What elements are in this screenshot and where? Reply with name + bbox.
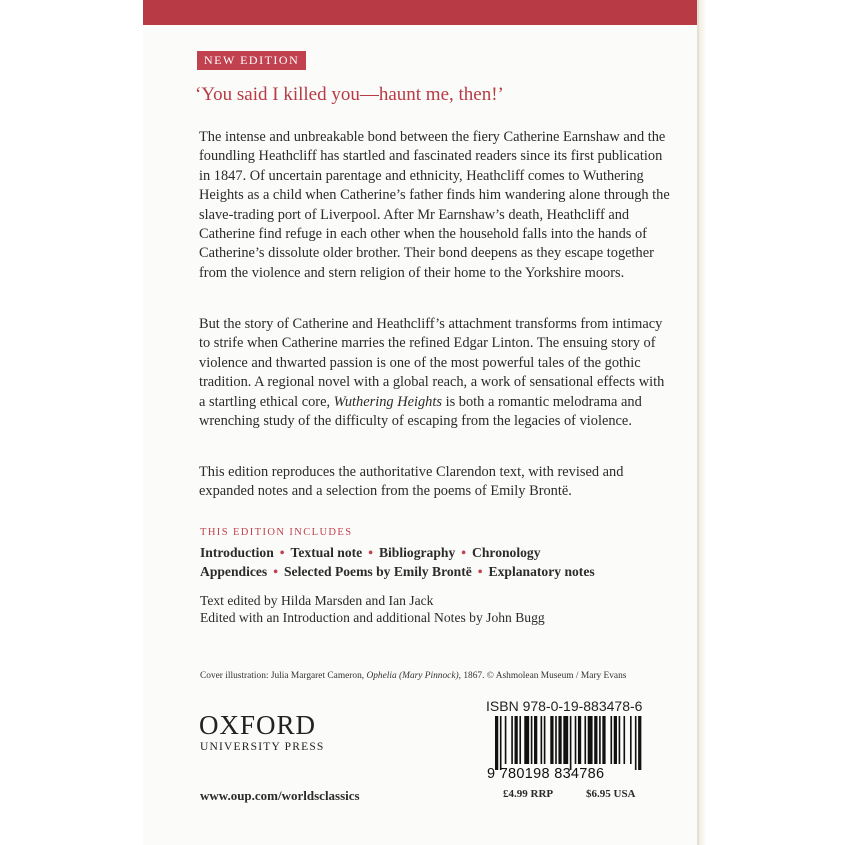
top-color-band — [143, 0, 697, 25]
barcode-bar — [623, 716, 625, 764]
barcode-bar — [541, 716, 543, 764]
bullet-separator: • — [461, 545, 467, 560]
includes-item: Selected Poems by Emily Brontë — [284, 564, 472, 579]
barcode-bar — [555, 716, 557, 764]
book-title-italic: Wuthering Heights — [333, 393, 442, 410]
barcode-bar — [610, 716, 612, 764]
barcode-bar — [505, 716, 507, 764]
book-back-cover — [143, 0, 699, 845]
cover-illustration-text: Cover illustration: Julia Margaret Cameron, — [200, 671, 367, 681]
barcode-bar — [630, 716, 632, 764]
edition-includes-heading: THIS EDITION INCLUDES — [200, 527, 353, 538]
description-paragraph-1: The intense and unbreakable bond between the fiery Catherine Earnshaw and the foundling Heathcliff has startled and fascinated readers since its first publication in 1847. Of uncertain parentage and ethnicity, Heathcliff comes to Wuthering Heights as a child when Catherine’s father finds him wandering alone through the slave-trading port of Liverpool. After Mr Earnshaw’s death, Heathcliff and Catherine find refuge in each other when the household falls into the hands of Catherine’s dissolute older brother. Their bond deepens as they escape together from the violence and stern religion of their home to the Yorkshire moors. — [199, 129, 670, 281]
text-editor-credit: Text edited by Hilda Marsden and Ian Jack — [200, 593, 434, 608]
barcode-bar — [594, 716, 597, 764]
description-paragraph-3: This edition reproduces the authoritative Clarendon text, with revised and expanded notes and a selection from the poems of Emily Brontë. — [199, 464, 624, 500]
cover-illustration-text-end: , 1867. © Ashmolean Museum / Mary Evans — [458, 671, 627, 681]
price-us: $6.95 USA — [586, 788, 636, 800]
barcode-bar — [578, 716, 581, 764]
barcode-bar — [500, 716, 502, 770]
barcode-icon — [495, 716, 643, 770]
new-edition-badge: NEW EDITION — [197, 51, 306, 70]
barcode-bar — [558, 716, 561, 764]
barcode-bar — [531, 716, 533, 764]
barcode-bar — [563, 716, 568, 764]
cover-illustration-credit — [200, 671, 626, 681]
barcode-bar — [550, 716, 553, 764]
oxford-logo: OXFORD — [199, 710, 317, 740]
includes-item: Explanatory notes — [488, 564, 595, 579]
barcode-bar — [544, 716, 546, 764]
includes-item: Introduction — [200, 545, 274, 560]
barcode-bar — [584, 716, 586, 764]
paragraph-2-text-end: is both a romantic melodrama and wrenching study of the difficulty of escaping from the legacies of violence. — [199, 393, 642, 430]
barcode-bar — [519, 716, 521, 764]
barcode-bar — [575, 716, 577, 764]
barcode-bar — [638, 716, 641, 770]
includes-row-1 — [200, 545, 541, 561]
description-paragraph-2 — [199, 315, 673, 431]
barcode-bar — [570, 716, 572, 770]
bullet-separator: • — [368, 545, 373, 560]
barcode-bar — [495, 716, 498, 770]
bullet-separator: • — [477, 564, 483, 579]
barcode-bar — [534, 716, 537, 764]
price-uk: £4.99 RRP — [503, 788, 554, 800]
includes-item: Appendices — [200, 564, 268, 579]
publisher-website: www.oup.com/worldsclassics — [200, 788, 360, 803]
barcode-bar — [599, 716, 601, 764]
includes-item: Chronology — [472, 545, 541, 560]
includes-item: Bibliography — [378, 545, 456, 560]
isbn-label: ISBN 978-0-19-883478-6 — [486, 698, 643, 714]
cover-illustration-title: Ophelia (Mary Pinnock) — [366, 671, 459, 681]
tagline-quote: ‘You said I killed you—haunt me, then!’ — [195, 84, 504, 105]
barcode-digits: 9 780198 834786 — [487, 766, 605, 782]
introduction-editor-credit: Edited with an Introduction and additional Notes by John Bugg — [200, 610, 545, 625]
paragraph-2-text: But the story of Catherine and Heathcliff’s attachment transforms from intimacy to strife when Catherine marries the refined Edgar Linton. The ensuing story of violence and thwarted passion is one of the most powerful tales of the gothic tradition. A regional novel with a global reach, a work of sensational effects with a startling ethical core, — [199, 316, 665, 410]
bullet-separator: • — [273, 564, 278, 579]
includes-row-2 — [200, 564, 595, 580]
barcode-bar — [511, 716, 513, 764]
barcode-bar — [614, 716, 617, 764]
barcode-bar — [619, 716, 621, 764]
barcode-bar — [515, 716, 518, 764]
barcode-bar — [602, 716, 605, 764]
university-press-label: UNIVERSITY PRESS — [200, 741, 325, 753]
barcode-bar — [588, 716, 593, 764]
includes-item: Textual note — [290, 545, 363, 560]
barcode-bar — [524, 716, 529, 764]
bullet-separator: • — [279, 545, 285, 560]
barcode-bar — [635, 716, 637, 770]
